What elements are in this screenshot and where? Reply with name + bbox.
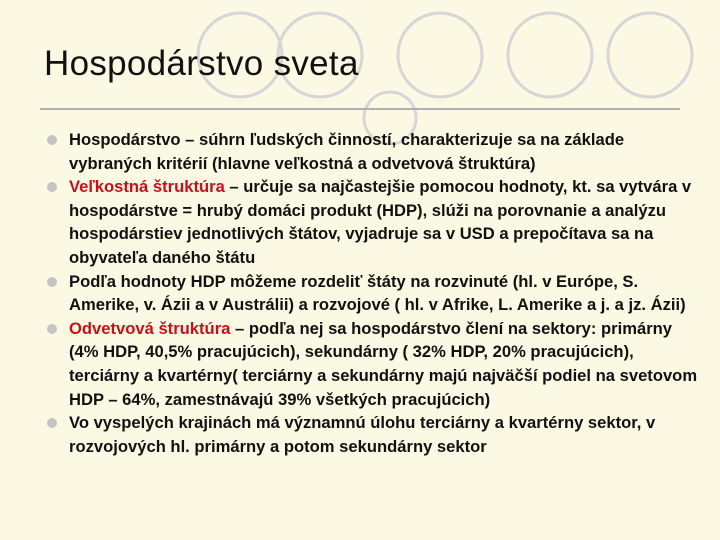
- bullet-text: Podľa hodnoty HDP môžeme rozdeliť štáty na rozvinuté (hl. v Európe, S. Amerike, v. Ázii a v Austrálii) a rozvojové ( hl. v Afrike, L. Amerike a j. a jz. Ázii): [69, 271, 686, 315]
- list-item: [44, 270, 704, 317]
- bullet-text: – podľa nej sa hospodárstvo člení na sektory: primárny (4% HDP, 40,5% pracujúcich), sekundárny ( 32% HDP, 20% pracujúcich), terciárny a kvartérny( terciárny a sekundárny majú najväčší podiel na svetovom HDP – 64%, zamestnávajú 39% všetkých pracujúcich): [69, 318, 698, 409]
- list-item: [44, 128, 704, 175]
- list-item: [44, 317, 704, 411]
- bullet-dot-icon: [47, 418, 57, 428]
- bullet-dot-icon: [47, 135, 57, 145]
- bullet-text: – určuje sa najčastejšie pomocou hodnoty, kt. sa vytvára v hospodárstve = hrubý domáci produkt (HDP), slúži na porovnanie a analýzu hospodárstiev jednotlivých štátov, vyjadruje sa v USD a prepočítava sa na obyvateľa daného štátu: [69, 177, 692, 267]
- bullet-list: [44, 128, 704, 458]
- deco-circle: [398, 13, 482, 97]
- deco-circle: [608, 13, 692, 97]
- bullet-text: Hospodárstvo – súhrn ľudských činností, charakterizuje sa na základe vybraných kritérií (hlavne veľkostná a odvetvová štruktúra): [69, 130, 625, 173]
- bullet-highlight: Veľkostná štruktúra: [69, 177, 225, 197]
- bullet-dot-icon: [47, 277, 57, 287]
- bullet-dot-icon: [47, 324, 57, 334]
- list-item: [44, 411, 704, 458]
- title-divider: [40, 108, 680, 110]
- list-item: [44, 175, 704, 269]
- bullet-highlight: Odvetvová štruktúra: [69, 318, 231, 338]
- deco-circle: [508, 13, 592, 97]
- bullet-dot-icon: [47, 182, 57, 192]
- page-title: Hospodárstvo sveta: [44, 44, 359, 83]
- bullet-text: Vo vyspelých krajinách má významnú úlohu terciárny a kvartérny sektor, v rozvojových hl. primárny a potom sekundárny sektor: [69, 413, 656, 456]
